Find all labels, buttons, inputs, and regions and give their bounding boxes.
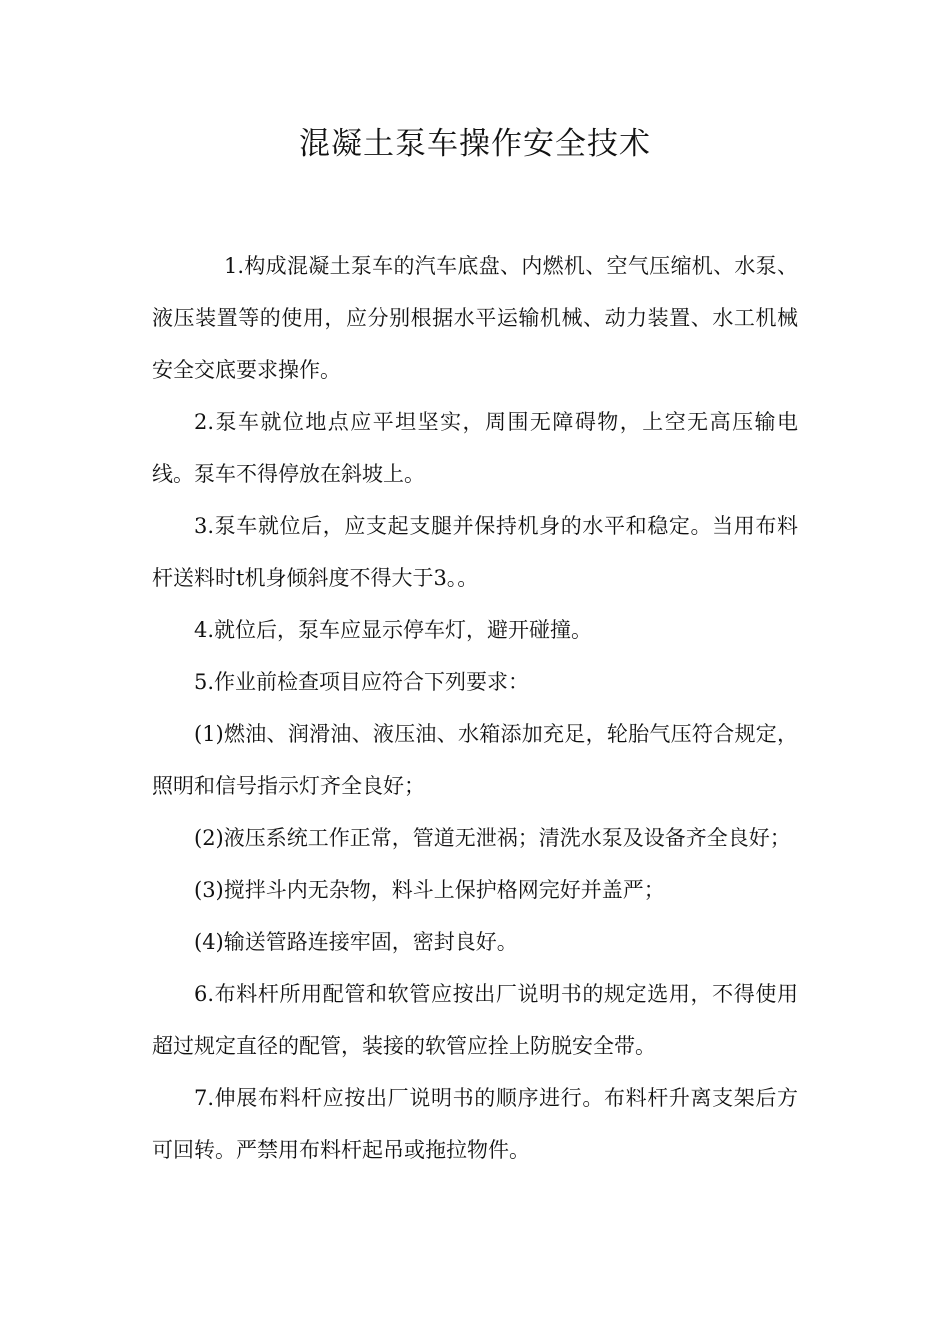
paragraph-5: 5.作业前检查项目应符合下列要求： xyxy=(194,670,530,694)
paragraph-2: 2.泵车就位地点应平坦坚实，周围无障碍物，上空无高压输电线。泵车不得停放在斜坡上。 xyxy=(152,410,798,486)
paragraph-1: 1.构成混凝土泵车的汽车底盘、内燃机、空气压缩机、水泵、液压装置等的使用，应分别根据水平运输机械、动力装置、水工机械安全交底要求操作。 xyxy=(152,254,798,382)
paragraph-4: 4.就位后，泵车应显示停车灯，避开碰撞。 xyxy=(194,618,593,642)
paragraph-6: 6.布料杆所用配管和软管应按出厂说明书的规定选用，不得使用超过规定直径的配管，装接的软管应拴上防脱安全带。 xyxy=(152,982,798,1058)
document-body xyxy=(152,240,798,1176)
paragraph-5-3: (3)搅拌斗内无杂物，料斗上保护格网完好并盖严； xyxy=(194,878,665,902)
paragraph-5-1: (1)燃油、润滑油、液压油、水箱添加充足，轮胎气压符合规定，照明和信号指示灯齐全良好； xyxy=(152,722,798,798)
paragraph-5-2: (2)液压系统工作正常，管道无泄祸；清洗水泵及设备齐全良好； xyxy=(194,826,791,850)
page-title: 混凝土泵车操作安全技术 xyxy=(299,126,651,162)
paragraph-5-4: (4)输送管路连接牢固，密封良好。 xyxy=(194,930,518,954)
paragraph-7: 7.伸展布料杆应按出厂说明书的顺序进行。布料杆升离支架后方可回转。严禁用布料杆起吊或拖拉物件。 xyxy=(152,1086,798,1162)
paragraph-3: 3.泵车就位后，应支起支腿并保持机身的水平和稳定。当用布料杆送料时t机身倾斜度不得大于3。。 xyxy=(152,514,798,590)
